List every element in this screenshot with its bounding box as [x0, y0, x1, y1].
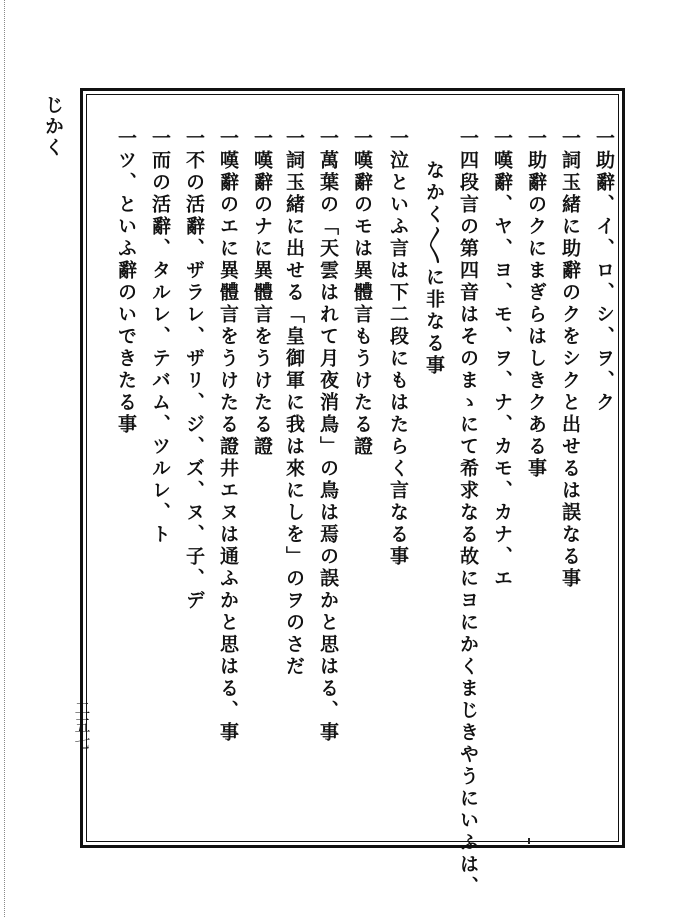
running-head: じかく: [42, 95, 64, 158]
text-line-15: 一嘆辭、ヤ、ヨ、モ、ヲ、ナ、カモ、カナ、エ: [491, 128, 513, 590]
text-line-11: 一ツ、といふ辭のいできたる事: [115, 128, 137, 436]
text-line-10: 一而の活辭、タルレ、テバム、ツルレ、ト: [149, 128, 171, 546]
text-line-13: 一詞玉緒に助辭のクをシクと出せるは誤なる事: [559, 128, 581, 590]
text-line-7: 一嘆辭のナに異體言をうけたる證: [251, 128, 273, 458]
text-line-2: なかく〱に非なる事: [423, 160, 445, 377]
text-line-1: 一四段言の第四音はそのまゝにて希求なる故にヨにかくまじきやうにいふは、: [457, 128, 479, 898]
text-line-9: 一不の活辭、ザラレ、ザリ、ジ、ズ、ヌ、子、デ: [183, 128, 205, 612]
stray-mark: [528, 838, 530, 844]
text-line-12: 一助辭、イ、ロ、シ、ヲ、ク: [593, 128, 615, 414]
page-edge: [4, 0, 6, 917]
text-line-6: 一詞玉緒に出せる「皇御軍に我は來にしを」のヲのさだ: [283, 128, 305, 678]
text-line-3: 一泣といふ言は下二段にもはたらく言なる事: [387, 128, 409, 568]
page-number: 二五七: [72, 700, 91, 751]
text-line-5: 一萬葉の「天雲はれて月夜消鳥」の鳥は焉の誤かと思はる、事: [317, 128, 339, 744]
text-line-8: 一嘆辭のエに異體言をうけたる證井エヌは通ふかと思はる、事: [217, 128, 239, 744]
text-line-14: 一助辭のクにまぎらはしきクある事: [525, 128, 547, 480]
text-line-4: 一嘆辭のモは異體言もうけたる證: [351, 128, 373, 458]
